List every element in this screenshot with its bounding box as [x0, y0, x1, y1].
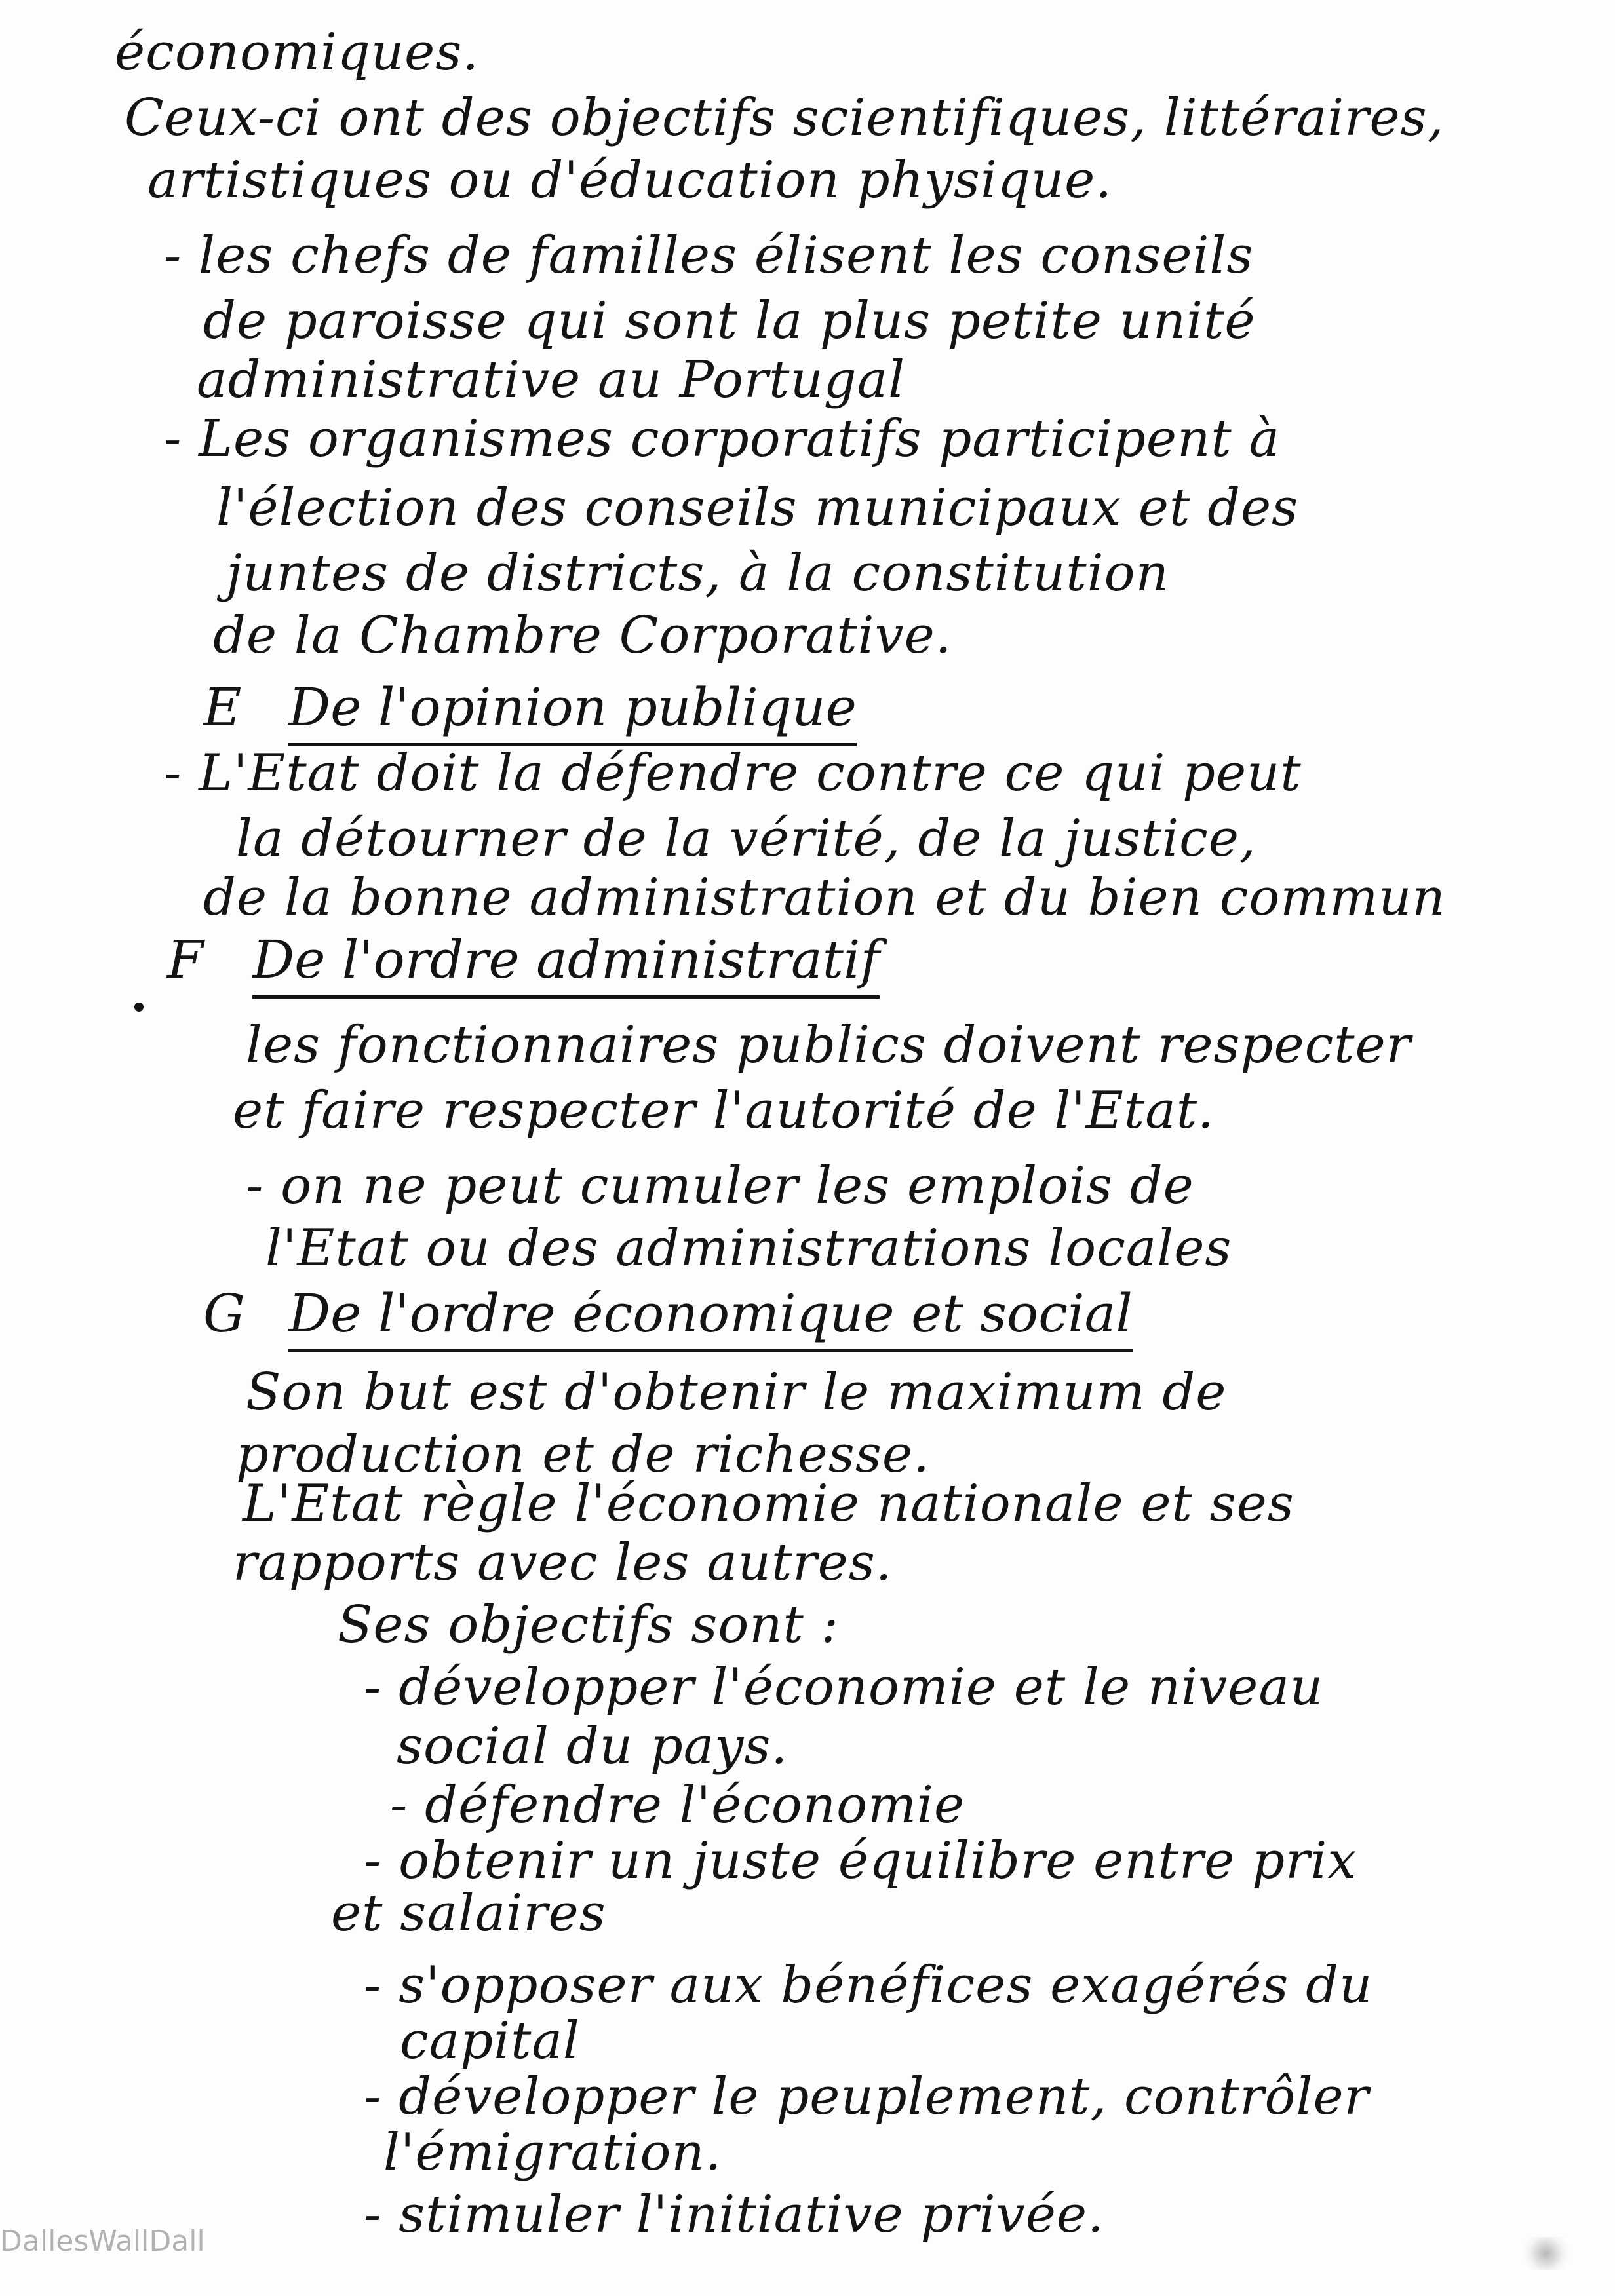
text-line: administrative au Portugal [197, 351, 906, 410]
text-line: et salaires [331, 1884, 606, 1943]
text-line: - les chefs de familles élisent les conseils [164, 226, 1254, 285]
text-line: Son but est d'obtenir le maximum de [246, 1363, 1227, 1422]
text-line: social du pays. [397, 1717, 788, 1776]
paper-speck [1517, 2237, 1576, 2270]
text-line: capital [400, 2012, 580, 2071]
section-title: De l'ordre administratif [252, 927, 880, 999]
section-heading-opinion [203, 675, 857, 746]
section-letter: G [203, 1283, 245, 1344]
section-title: De l'ordre économique et social [288, 1281, 1133, 1352]
section-title: De l'opinion publique [288, 675, 857, 746]
text-line: de paroisse qui sont la plus petite unité [203, 292, 1256, 351]
faint-margin-note: DallesWallDall [0, 2225, 205, 2258]
text-line: l'Etat ou des administrations locales [265, 1219, 1232, 1278]
text-line: la détourner de la vérité, de la justice, [236, 809, 1256, 868]
text-line: Ses objectifs sont : [338, 1596, 839, 1655]
text-line: les fonctionnaires publics doivent respecter [246, 1016, 1412, 1075]
text-line: juntes de districts, à la constitution [226, 544, 1169, 603]
text-line: de la Chambre Corporative. [213, 606, 952, 665]
section-heading-administrative [167, 927, 880, 999]
text-line: - Les organismes corporatifs participent à [164, 410, 1280, 469]
text-line: l'émigration. [383, 2123, 722, 2182]
text-line: production et de richesse. [236, 1425, 930, 1484]
text-line: - développer le peuplement, contrôler [364, 2067, 1369, 2126]
text-line: - obtenir un juste équilibre entre prix [364, 1831, 1357, 1890]
text-line: l'élection des conseils municipaux et des [216, 478, 1299, 537]
text-line: - on ne peut cumuler les emplois de [246, 1157, 1194, 1215]
text-line: L'Etat règle l'économie nationale et ses [243, 1474, 1294, 1533]
text-line: - stimuler l'initiative privée. [364, 2185, 1104, 2244]
text-line: - développer l'économie et le niveau [364, 1658, 1324, 1717]
text-line: Ceux-ci ont des objectifs scientifiques, littéraires, [125, 88, 1445, 147]
section-letter: E [203, 677, 242, 738]
text-line: - L'Etat doit la défendre contre ce qui peut [164, 744, 1302, 803]
text-line: - s'opposer aux bénéfices exagérés du [364, 1956, 1373, 2015]
section-heading-economic [203, 1281, 1133, 1352]
text-line: économiques. [115, 23, 480, 82]
ink-dot [134, 1003, 144, 1012]
text-line: et faire respecter l'autorité de l'Etat. [233, 1081, 1215, 1140]
section-letter: F [167, 929, 204, 990]
text-line: artistiques ou d'éducation physique. [147, 151, 1113, 210]
text-line: de la bonne administration et du bien commun [203, 868, 1446, 927]
text-line: rapports avec les autres. [233, 1533, 893, 1592]
text-line: - défendre l'économie [390, 1776, 965, 1835]
